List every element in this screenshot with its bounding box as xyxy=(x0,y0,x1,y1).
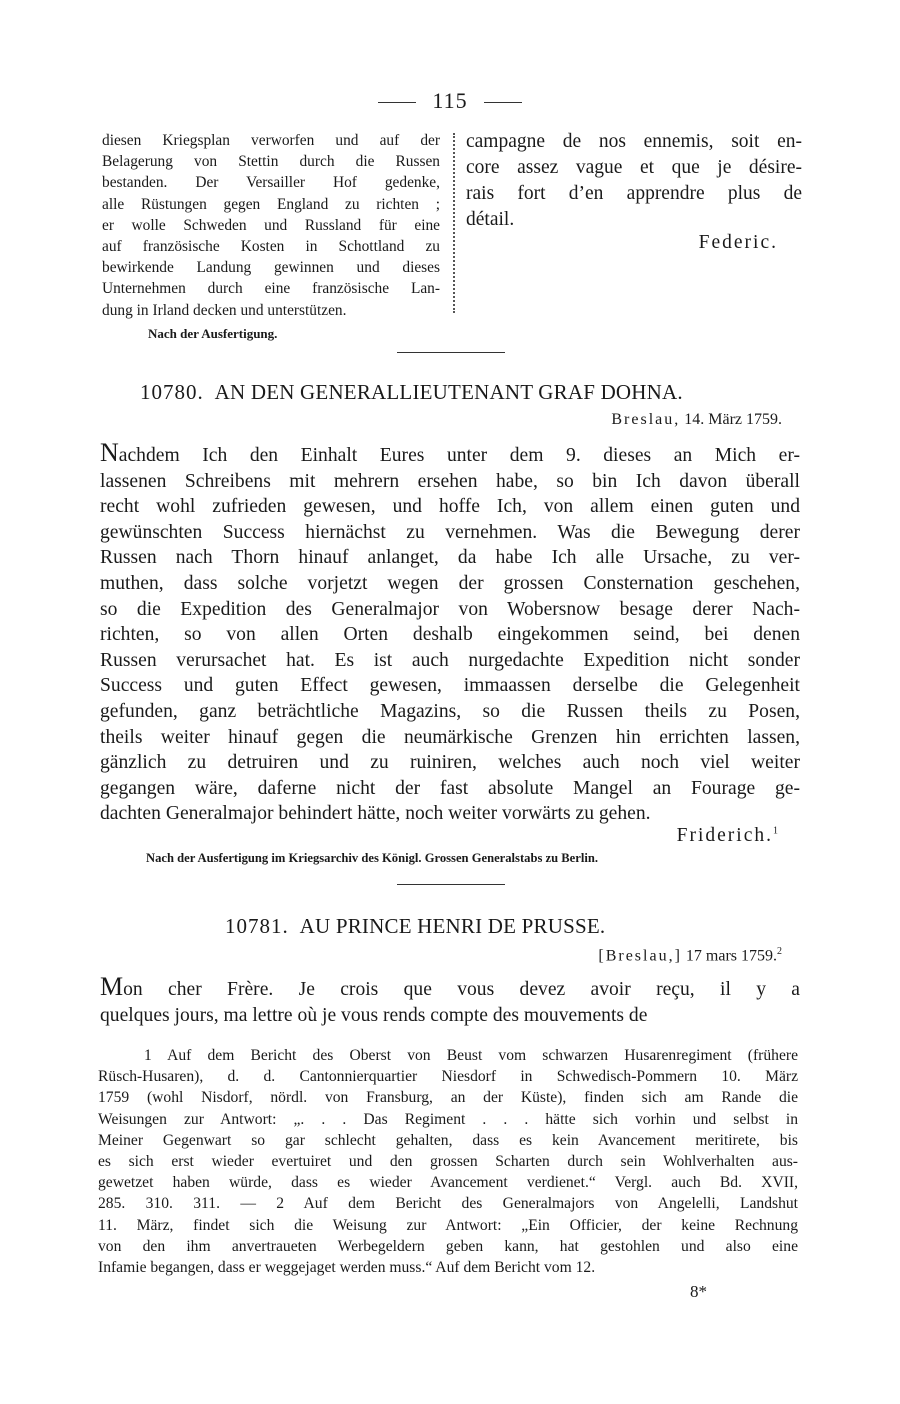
right-column-line: campagne de nos ennemis, soit en- xyxy=(466,131,802,152)
footnote-line: Meiner Gegenwart so gar schlecht gehalten, dass es kein Avancement meritirete, bis xyxy=(98,1131,798,1149)
footnote-marker: 1 xyxy=(773,825,778,837)
section-rule xyxy=(397,884,505,885)
left-column-line: Unternehmen durch eine französische Lan- xyxy=(102,280,440,298)
letter-body xyxy=(100,440,800,827)
right-column-line: rais fort d’en apprendre plus de xyxy=(466,183,802,204)
letter-number: 10781. xyxy=(225,914,289,938)
column-divider xyxy=(453,133,455,313)
letter-number: 10780. xyxy=(140,380,204,404)
signature-name: Friderich. xyxy=(676,825,773,846)
letter-line: gewünschten Success hiernächst zu vernehmen. Was die Bewegung derer xyxy=(100,521,800,543)
section-rule xyxy=(397,352,505,353)
letter-line: theils weiter hinauf gegen die neumärkische Grenzen hin errichten lassen, xyxy=(100,726,800,748)
left-column-line: alle Rüstungen gegen England zu richten ; xyxy=(102,195,440,213)
footnote-line: 11. März, findet sich die Weisung zur Antwort: „Ein Officier, der keine Rechnung xyxy=(98,1216,798,1234)
letter-line: dachten Generalmajor behindert hätte, noch weiter vorwärts zu gehen. xyxy=(100,803,651,825)
letter-line: muthen, dass solche vorjetzt wegen der grossen Consternation geschehen, xyxy=(100,572,800,594)
letter-line: gefunden, ganz beträchtliche Magazins, so die Russen theils zu Posen, xyxy=(100,700,800,722)
footnote-line: 285. 310. 311. — 2 Auf dem Bericht des Generalmajors von Angelelli, Landshut xyxy=(98,1195,798,1213)
letter-line: so die Expedition des Generalmajor von Wobersnow besage derer Nach- xyxy=(100,598,800,620)
left-column-source-note: Nach der Ausfertigung. xyxy=(148,326,278,341)
letter-line: gänzlich zu detruiren und zu ruiniren, welches auch noch viel weiter xyxy=(100,752,800,774)
page-number-dash-right xyxy=(484,102,522,103)
letter-dateline xyxy=(102,946,782,965)
letter-source-note: Nach der Ausfertigung im Kriegsarchiv des Königl. Grossen Generalstabs zu Berlin. xyxy=(146,851,598,865)
left-column-line: diesen Kriegsplan verworfen und auf der xyxy=(102,132,440,149)
letter-line: quelques jours, ma lettre où je vous rends compte des mouvements de xyxy=(100,1004,648,1026)
footnote-line: es sich erst wieder evertuiret und den grossen Scharten durch sein Wohlverhalten aus- xyxy=(98,1153,798,1171)
letter-heading xyxy=(140,380,683,405)
letter-place: [Breslau,] xyxy=(598,947,682,965)
letter-heading xyxy=(225,914,605,939)
left-column-line: dung in Irland decken und unterstützen. xyxy=(102,301,347,319)
left-column-line: auf französische Kosten in Schottland zu xyxy=(102,238,440,256)
page-number-line xyxy=(0,88,900,114)
letter-line: richten, so von allen Orten deshalb eingekommen seind, bei denen xyxy=(100,624,800,646)
footnote-line: von den ihm anvertraueten Werbegeldern geben kann, hat gestohlen und also eine xyxy=(98,1237,798,1255)
letter-recipient: AN DEN GENERALLIEUTENANT GRAF DOHNA. xyxy=(214,380,683,404)
footnote-marker: 2 xyxy=(777,946,782,957)
left-column xyxy=(102,130,440,321)
letter-line: Success und guten Effect gewesen, immaassen derselbe die Gelegenheit xyxy=(100,675,800,697)
right-column-line: core assez vague et que je désire- xyxy=(466,157,802,178)
letter-recipient: AU PRINCE HENRI DE PRUSSE. xyxy=(299,914,606,938)
right-column xyxy=(466,129,802,233)
letter-signature xyxy=(100,825,778,847)
signature-mark: 8* xyxy=(690,1282,707,1301)
right-column-line: détail. xyxy=(466,209,515,230)
footnote-line: Infamie begangen, dass er weggejaget werden muss.“ Auf dem Bericht vom 12. xyxy=(98,1259,596,1277)
letter-line: Nachdem Ich den Einhalt Eures unter dem 9. dieses an Mich er- xyxy=(100,438,800,467)
left-column-line: er wolle Schweden und Russland für eine xyxy=(102,216,440,234)
letter-line: Russen nach Thorn hinauf anlanget, da habe Ich alle Ursache, zu ver- xyxy=(100,547,800,569)
footnote-line: gewetzet haben würde, dass es wieder Avancement verdienet.“ Vergl. auch Bd. XVII, xyxy=(98,1174,798,1192)
letter-dateline xyxy=(102,411,782,429)
letter-place: Breslau, xyxy=(611,411,681,428)
left-column-line: bewirkende Landung gewinnen und dieses xyxy=(102,259,440,277)
letter-line: recht wohl zufrieden gewesen, und hoffe Ich, von allem einen guten und xyxy=(100,496,800,518)
footnote-line: 1759 (wohl Nisdorf, nördl. von Fransburg, an der Küste), finden sich am Rande die xyxy=(98,1089,798,1107)
page-number-dash-left xyxy=(378,102,416,103)
footnote-line: 1 Auf dem Bericht des Oberst von Beust vom schwarzen Husarenregiment (frühere xyxy=(144,1047,798,1064)
left-column-line: Belagerung von Stettin durch die Russen xyxy=(102,153,440,171)
letter-body xyxy=(100,974,800,1028)
footnotes xyxy=(98,1045,798,1278)
left-column-line: bestanden. Der Versailler Hof gedenke, xyxy=(102,174,440,192)
letter-line: Mon cher Frère. Je crois que vous devez avoir reçu, il y a xyxy=(100,972,800,1001)
letter-line: gegangen wäre, daferne nicht der fast absolute Mangel an Fourage ge- xyxy=(100,777,800,799)
footnote-line: Weisungen zur Antwort: „. . . Das Regiment . . . hätte sich vorhin und selbst in xyxy=(98,1110,798,1128)
letter-date: 17 mars 1759. xyxy=(685,947,777,965)
footnote-line: Rüsch-Husaren), d. d. Cantonnierquartier Niesdorf in Schwedisch-Pommern 10. März xyxy=(98,1068,798,1086)
page-number: 115 xyxy=(432,88,468,113)
right-column-signature: Federic. xyxy=(698,232,778,253)
letter-line: Russen verursachet hat. Es ist auch nurgedachte Expedition nicht sonder xyxy=(100,649,800,671)
letter-date: 14. März 1759. xyxy=(684,411,782,428)
letter-line: lassenen Schreibens mit mehrern ersehen habe, so bin Ich davon überall xyxy=(100,470,800,492)
